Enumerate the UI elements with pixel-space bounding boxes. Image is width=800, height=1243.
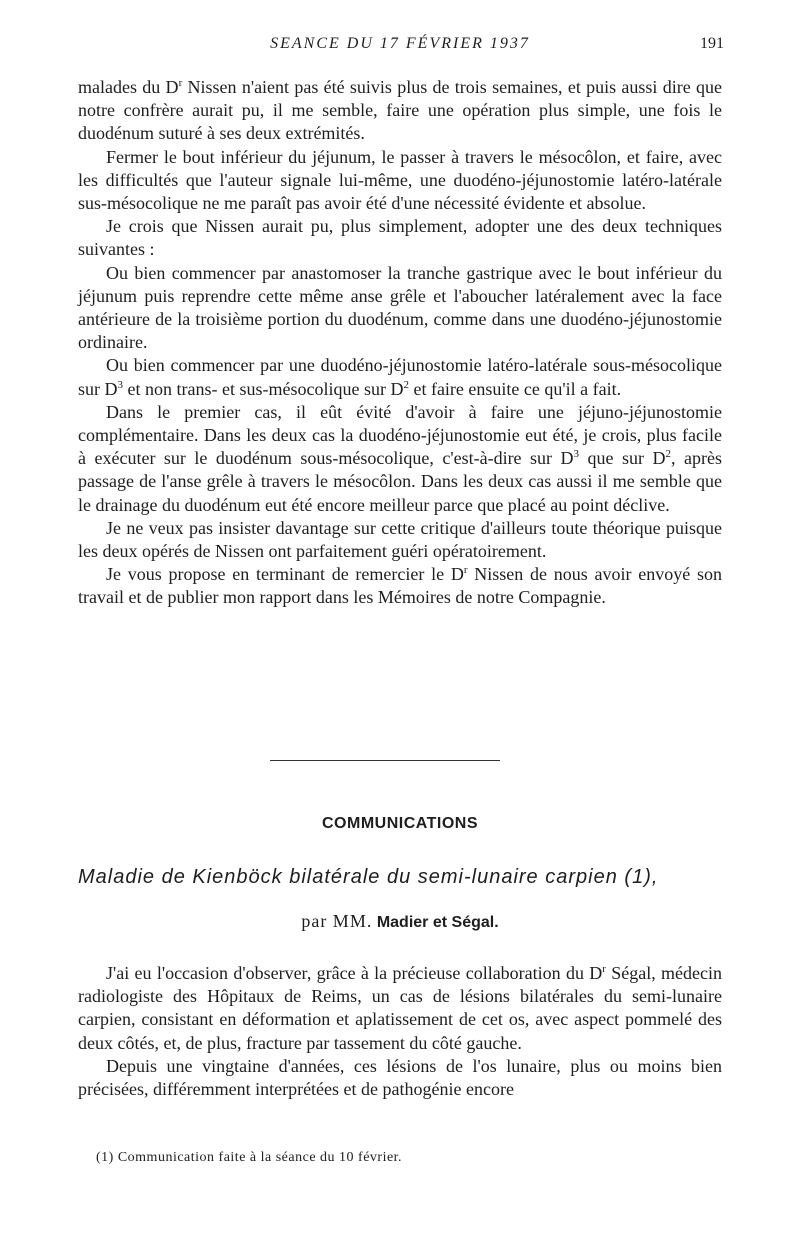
section-heading: COMMUNICATIONS bbox=[321, 815, 479, 832]
running-header bbox=[0, 35, 800, 57]
paragraph: Je vous propose en terminant de remercier le $D^r$ Nissen de nous avoir envoyé son travail et de publier mon rapport dans les Mémoires de notre Compagnie. bbox=[78, 564, 723, 608]
paragraph: Depuis une vingtaine d'années, ces lésions de l'os lunaire, plus ou moins bien précisées, différemment interprétées et de pathogénie encore bbox=[78, 1055, 722, 1100]
paragraph: Fermer le bout inférieur du jéjunum, le passer à travers le mésocôlon, et faire, avec les difficultés que l'auteur signale lui-même, une duodéno-jéjunostomie latéro-latérale sus-mésocolique ne me paraît pas avoir été d'une nécessité évidente et absolue. bbox=[78, 146, 722, 214]
paragraph: Ou bien commencer par anastomoser la tranche gastrique avec le bout inférieur du jéjunum puis reprendre cette même anse grêle et l'aboucher latéralement avec la face antérieure de la troisième portion du duodénum, comme dans une duodéno-jéjunostomie ordinaire. bbox=[78, 262, 722, 353]
byline-authors: Madier et Ségal. bbox=[376, 914, 499, 931]
paragraph: Je crois que Nissen aurait pu, plus simplement, adopter une des deux techniques suivantes : bbox=[78, 216, 722, 260]
byline-prefix: par MM. bbox=[301, 911, 373, 931]
footnote-reference: (1), bbox=[624, 866, 659, 888]
section-divider bbox=[270, 760, 500, 761]
paragraph: Dans le premier cas, il eût évité d'avoir à faire une jéjuno-jéjunostomie complémentaire. Dans les deux cas la duodéno-jéjunostomie eut été, je crois, plus facile à exécuter sur le duodénum sous-mésocolique, c'est-à-dire sur $D^3$ que sur $D^2$, après passage de l'anse grêle à travers le mésocôlon. Dans les deux cas aussi il me semble que le drainage du duodénum eut été encore meilleur parce que placé au point déclive. bbox=[78, 401, 722, 515]
paragraph: Je ne veux pas insister davantage sur cette critique d'ailleurs toute théorique puisque les deux opérés de Nissen ont parfaitement guéri opératoirement. bbox=[78, 517, 722, 562]
page-number: 191 bbox=[700, 35, 724, 52]
byline bbox=[0, 911, 800, 932]
footnote: (1) Communication faite à la séance du 10 février. bbox=[96, 1150, 403, 1165]
article-body bbox=[78, 962, 722, 1101]
article-title-text: Maladie de Kienböck bilatérale du semi-lunaire carpien bbox=[78, 866, 618, 888]
paragraph: J'ai eu l'occasion d'observer, grâce à la précieuse collaboration du $D^r$ Ségal, médecin radiologiste des Hôpitaux de Reims, un cas de lésions bilatérales du semi-lunaire carpien, consistant en déformation et aplatissement de cet os, avec aspect pommelé des deux côtés, et, de plus, fracture par tassement du côté gauche. bbox=[78, 963, 722, 1053]
article-title bbox=[78, 866, 738, 889]
running-title: SEANCE DU 17 FÉVRIER 1937 bbox=[270, 35, 530, 52]
paragraph: Ou bien commencer par une duodéno-jéjunostomie latéro-latérale sous-mésocolique sur $D^3$ et non trans- et sus-mésocolique sur $D^2$ et faire ensuite ce qu'il a fait. bbox=[78, 355, 722, 399]
report-body bbox=[78, 76, 722, 610]
paragraph: malades du $D^r$ Nissen n'aient pas été suivis plus de trois semaines, et puis aussi dire que notre confrère aurait pu, il me semble, faire une opération plus simple, une fois le duodénum suturé à ses deux extrémités. bbox=[78, 77, 722, 144]
